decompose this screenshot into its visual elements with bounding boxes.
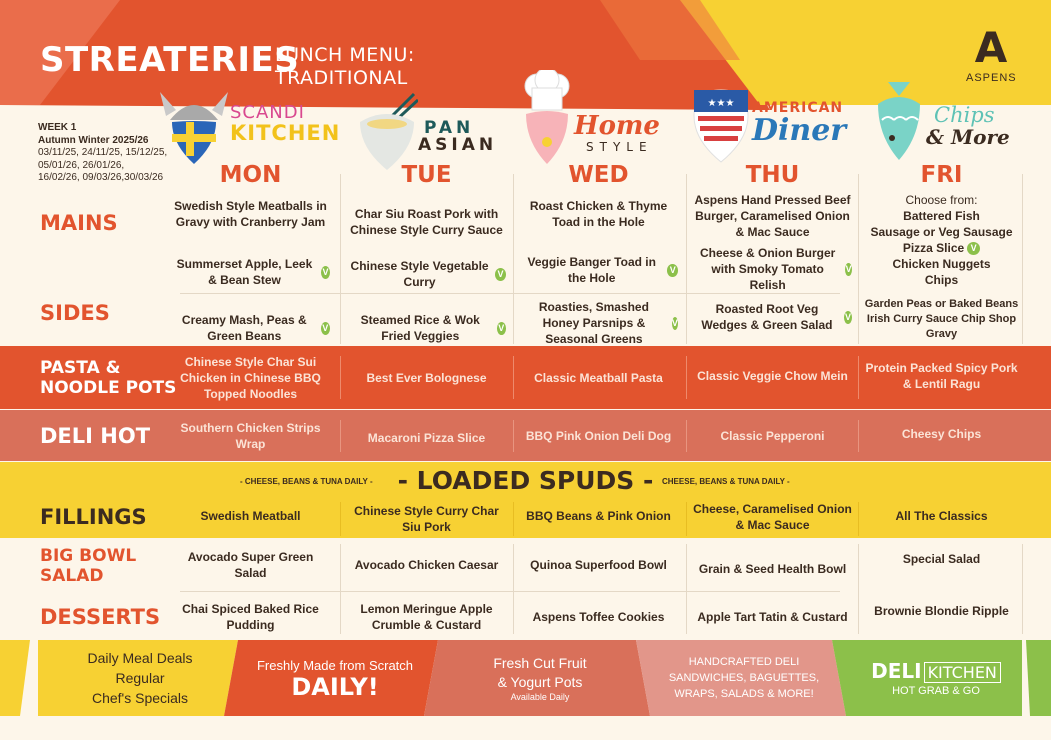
footer-fruit-line1: Fresh Cut Fruit	[493, 655, 587, 671]
row-label-big-bowl-line2: SALAD	[40, 566, 104, 586]
menu-subtitle-line2: TRADITIONAL	[275, 67, 408, 89]
divider	[180, 591, 840, 592]
row-label-big-bowl-line1: BIG BOWL	[40, 546, 137, 566]
footer-kitchen-logo	[871, 659, 1001, 683]
day-fri: FRI	[920, 162, 963, 188]
footer-deli-line2: SANDWICHES, BAGUETTES,	[668, 672, 820, 684]
row-label-desserts: DESSERTS	[40, 605, 161, 629]
footer-scratch	[246, 648, 424, 710]
day-wed: WED	[568, 162, 629, 188]
divider	[180, 293, 840, 294]
big-bowl-fri: Special Salad	[902, 552, 981, 566]
sides-tue-text: Steamed Rice & Wok Fried Veggies	[360, 313, 480, 343]
row-label-deli-hot: DELI HOT	[40, 424, 151, 448]
pasta-thu: Classic Veggie Chow Mein	[697, 369, 848, 383]
loaded-spuds-title: - LOADED SPUDS -	[397, 466, 654, 495]
dessert-tue: Lemon Meringue Apple Crumble & Custard	[360, 602, 493, 632]
veg-main-wed	[513, 253, 684, 287]
theme-chips-more	[926, 104, 1010, 204]
pasta-wed: Classic Meatball Pasta	[534, 371, 663, 385]
footer-deli-line1: HANDCRAFTED DELI	[688, 656, 800, 668]
row-label-big-bowl	[40, 546, 136, 586]
mains-fri-line2: Battered Fish	[903, 209, 980, 223]
row-label-mains: MAINS	[40, 211, 118, 235]
brand-title: STREATERIES	[40, 40, 300, 80]
mains-wed: Roast Chicken & Thyme Toad in the Hole	[529, 199, 668, 229]
footer-kitchen-line2: HOT GRAB & GO	[892, 685, 980, 697]
filling-tue: Chinese Style Curry Char Siu Pork	[354, 504, 499, 534]
aspens-logo	[966, 23, 1017, 84]
aspens-logo-mark: A	[974, 23, 1008, 72]
filling-fri: All The Classics	[895, 509, 988, 523]
filling-wed: BBQ Beans & Pink Onion	[526, 509, 671, 523]
deli-hot-mon: Southern Chicken Strips Wrap	[180, 421, 321, 451]
footer-deals-line1: Daily Meal Deals	[87, 650, 193, 666]
sides-mon-text: Creamy Mash, Peas & Green Beans	[181, 313, 307, 343]
deli-hot-fri: Cheesy Chips	[901, 427, 982, 441]
veg-main-thu-text: Cheese & Onion Burger with Smoky Tomato Relish	[699, 246, 836, 292]
mains-thu: Aspens Hand Pressed Beef Burger, Caramelised Onion & Mac Sauce	[694, 193, 851, 239]
footer-deals-line2: Regular	[115, 670, 165, 686]
veg-main-mon-text: Summerset Apple, Leek & Bean Stew	[176, 257, 313, 287]
veg-badge-icon: V	[498, 322, 505, 333]
big-bowl-wed: Quinoa Superfood Bowl	[530, 558, 667, 572]
sides-wed-text: Roasties, Smashed Honey Parsnips & Seasonal Greens	[538, 300, 649, 346]
dessert-wed: Aspens Toffee Cookies	[532, 610, 665, 624]
dessert-mon: Chai Spiced Baked Rice Pudding	[182, 602, 319, 632]
theme-wed-line1: Home	[574, 111, 660, 141]
veg-main-tue	[341, 257, 512, 291]
theme-thu-line1: AMERICAN	[752, 100, 844, 116]
row-label-fillings: FILLINGS	[40, 505, 147, 529]
theme-thu-line2: Diner	[752, 113, 847, 148]
mains-fri-line4-text: Pizza Slice	[902, 241, 965, 255]
veg-badge-icon: V	[845, 263, 852, 274]
deli-hot-tue: Macaroni Pizza Slice	[367, 431, 486, 445]
day-tue: TUE	[401, 162, 452, 188]
dessert-fri: Brownie Blondie Ripple	[874, 604, 1009, 618]
mains-fri	[856, 192, 1027, 288]
spuds-note-right: CHEESE, BEANS & TUNA DAILY -	[662, 477, 790, 486]
veg-badge-icon: V	[667, 264, 678, 277]
pasta-fri: Protein Packed Spicy Pork & Lentil Ragu	[865, 361, 1018, 391]
footer-meal-deals	[60, 646, 220, 710]
filling-mon: Swedish Meatball	[200, 509, 301, 523]
footer-fruit-line2: & Yogurt Pots	[497, 674, 583, 690]
big-bowl-thu: Grain & Seed Health Bowl	[698, 562, 847, 576]
veg-badge-icon: V	[495, 268, 506, 281]
menu-subtitle-line1: LUNCH MENU:	[275, 44, 415, 66]
row-label-pasta	[40, 358, 176, 398]
theme-tue-line1: PAN	[424, 118, 475, 138]
mains-mon: Swedish Style Meatballs in Gravy with Cranberry Jam	[174, 199, 327, 229]
noodle-bowl-pin-icon	[356, 92, 418, 172]
sides-thu	[687, 300, 858, 334]
day-mon: MON	[219, 162, 282, 188]
filling-thu: Cheese, Caramelised Onion & Mac Sauce	[693, 502, 852, 532]
big-bowl-tue: Avocado Chicken Caesar	[354, 558, 499, 572]
theme-fri-line1: Chips	[934, 103, 995, 127]
pasta-mon: Chinese Style Char Sui Chicken in Chinese BBQ Topped Noodles	[180, 355, 321, 401]
spuds-note-left: - CHEESE, BEANS & TUNA DAILY -	[240, 477, 373, 486]
footer-scratch-line2: DAILY!	[291, 672, 379, 701]
theme-fri-line2: & More	[926, 125, 1010, 149]
viking-helmet-pin-icon	[158, 86, 230, 166]
veg-badge-icon: V	[671, 317, 678, 328]
veg-main-mon	[165, 255, 336, 289]
veg-badge-icon: V	[967, 242, 980, 255]
mains-tue: Char Siu Roast Pork with Chinese Style Curry Sauce	[350, 207, 503, 237]
mains-fri-line5: Chicken Nuggets	[892, 257, 991, 271]
week-number: WEEK 1	[38, 122, 77, 133]
footer-fruit	[450, 646, 630, 710]
big-bowl-mon: Avocado Super Green Salad	[187, 550, 314, 580]
mains-fri-line3: Sausage or Veg Sausage	[870, 225, 1013, 239]
row-label-pasta-line1: PASTA &	[40, 358, 121, 378]
footer-fruit-line3: Available Daily	[510, 692, 570, 702]
menu-subtitle	[275, 44, 415, 90]
theme-mon-line1: SCANDI	[230, 102, 305, 123]
footer-scratch-line1: Freshly Made from Scratch	[256, 657, 414, 673]
footer-deli-line3: WRAPS, SALADS & MORE!	[674, 688, 814, 700]
footer-deli-kitchen	[856, 648, 1016, 708]
sides-thu-text: Roasted Root Veg Wedges & Green Salad	[701, 302, 833, 332]
footer-deli-sandwiches	[654, 646, 834, 710]
footer-deals-line3: Chef's Specials	[91, 690, 189, 706]
week-info	[38, 122, 168, 185]
mains-fri-line4	[903, 240, 980, 256]
footer-kitchen-deli: DELI	[871, 659, 922, 683]
theme-mon-line2: KITCHEN	[230, 121, 341, 145]
pasta-tue: Best Ever Bolognese	[366, 371, 487, 385]
veg-main-thu	[687, 246, 858, 292]
stars-stripes-pin-icon	[692, 88, 750, 164]
mains-fri-line6: Chips	[924, 273, 959, 287]
mains-fri-line1: Choose from:	[905, 193, 978, 207]
aspens-logo-text: ASPENS	[966, 72, 1017, 84]
fish-pin-icon	[874, 80, 924, 162]
week-dates: 03/11/25, 24/11/25, 15/12/25, 05/01/26, 26/01/26, 16/02/26, 09/03/26,30/03/26	[38, 147, 168, 183]
row-label-pasta-line2: NOODLE POTS	[40, 378, 177, 398]
sides-fri: Garden Peas or Baked Beans Irish Curry Sauce Chip Shop Gravy	[864, 297, 1019, 340]
veg-main-wed-text: Veggie Banger Toad in the Hole	[527, 255, 656, 285]
veg-badge-icon: V	[322, 322, 329, 333]
sides-tue	[341, 311, 512, 345]
theme-wed-line2: STYLE	[586, 140, 653, 154]
chef-hat-pin-icon	[522, 70, 572, 166]
sides-wed	[513, 298, 684, 348]
row-label-sides: SIDES	[40, 301, 110, 325]
footer-kitchen-kitchen: KITCHEN	[924, 662, 1001, 683]
veg-badge-icon: V	[322, 266, 329, 277]
day-thu: THU	[745, 162, 800, 188]
deli-hot-thu: Classic Pepperoni	[720, 429, 825, 443]
dessert-thu: Apple Tart Tatin & Custard	[697, 610, 848, 624]
deli-hot-wed: BBQ Pink Onion Deli Dog	[525, 429, 672, 443]
svg-text:★★★: ★★★	[707, 98, 735, 109]
theme-tue-line2: ASIAN	[418, 135, 498, 155]
sides-mon	[165, 311, 336, 345]
season: Autumn Winter 2025/26	[38, 134, 149, 146]
veg-badge-icon: V	[844, 311, 851, 322]
veg-main-tue-text: Chinese Style Vegetable Curry	[350, 259, 489, 289]
